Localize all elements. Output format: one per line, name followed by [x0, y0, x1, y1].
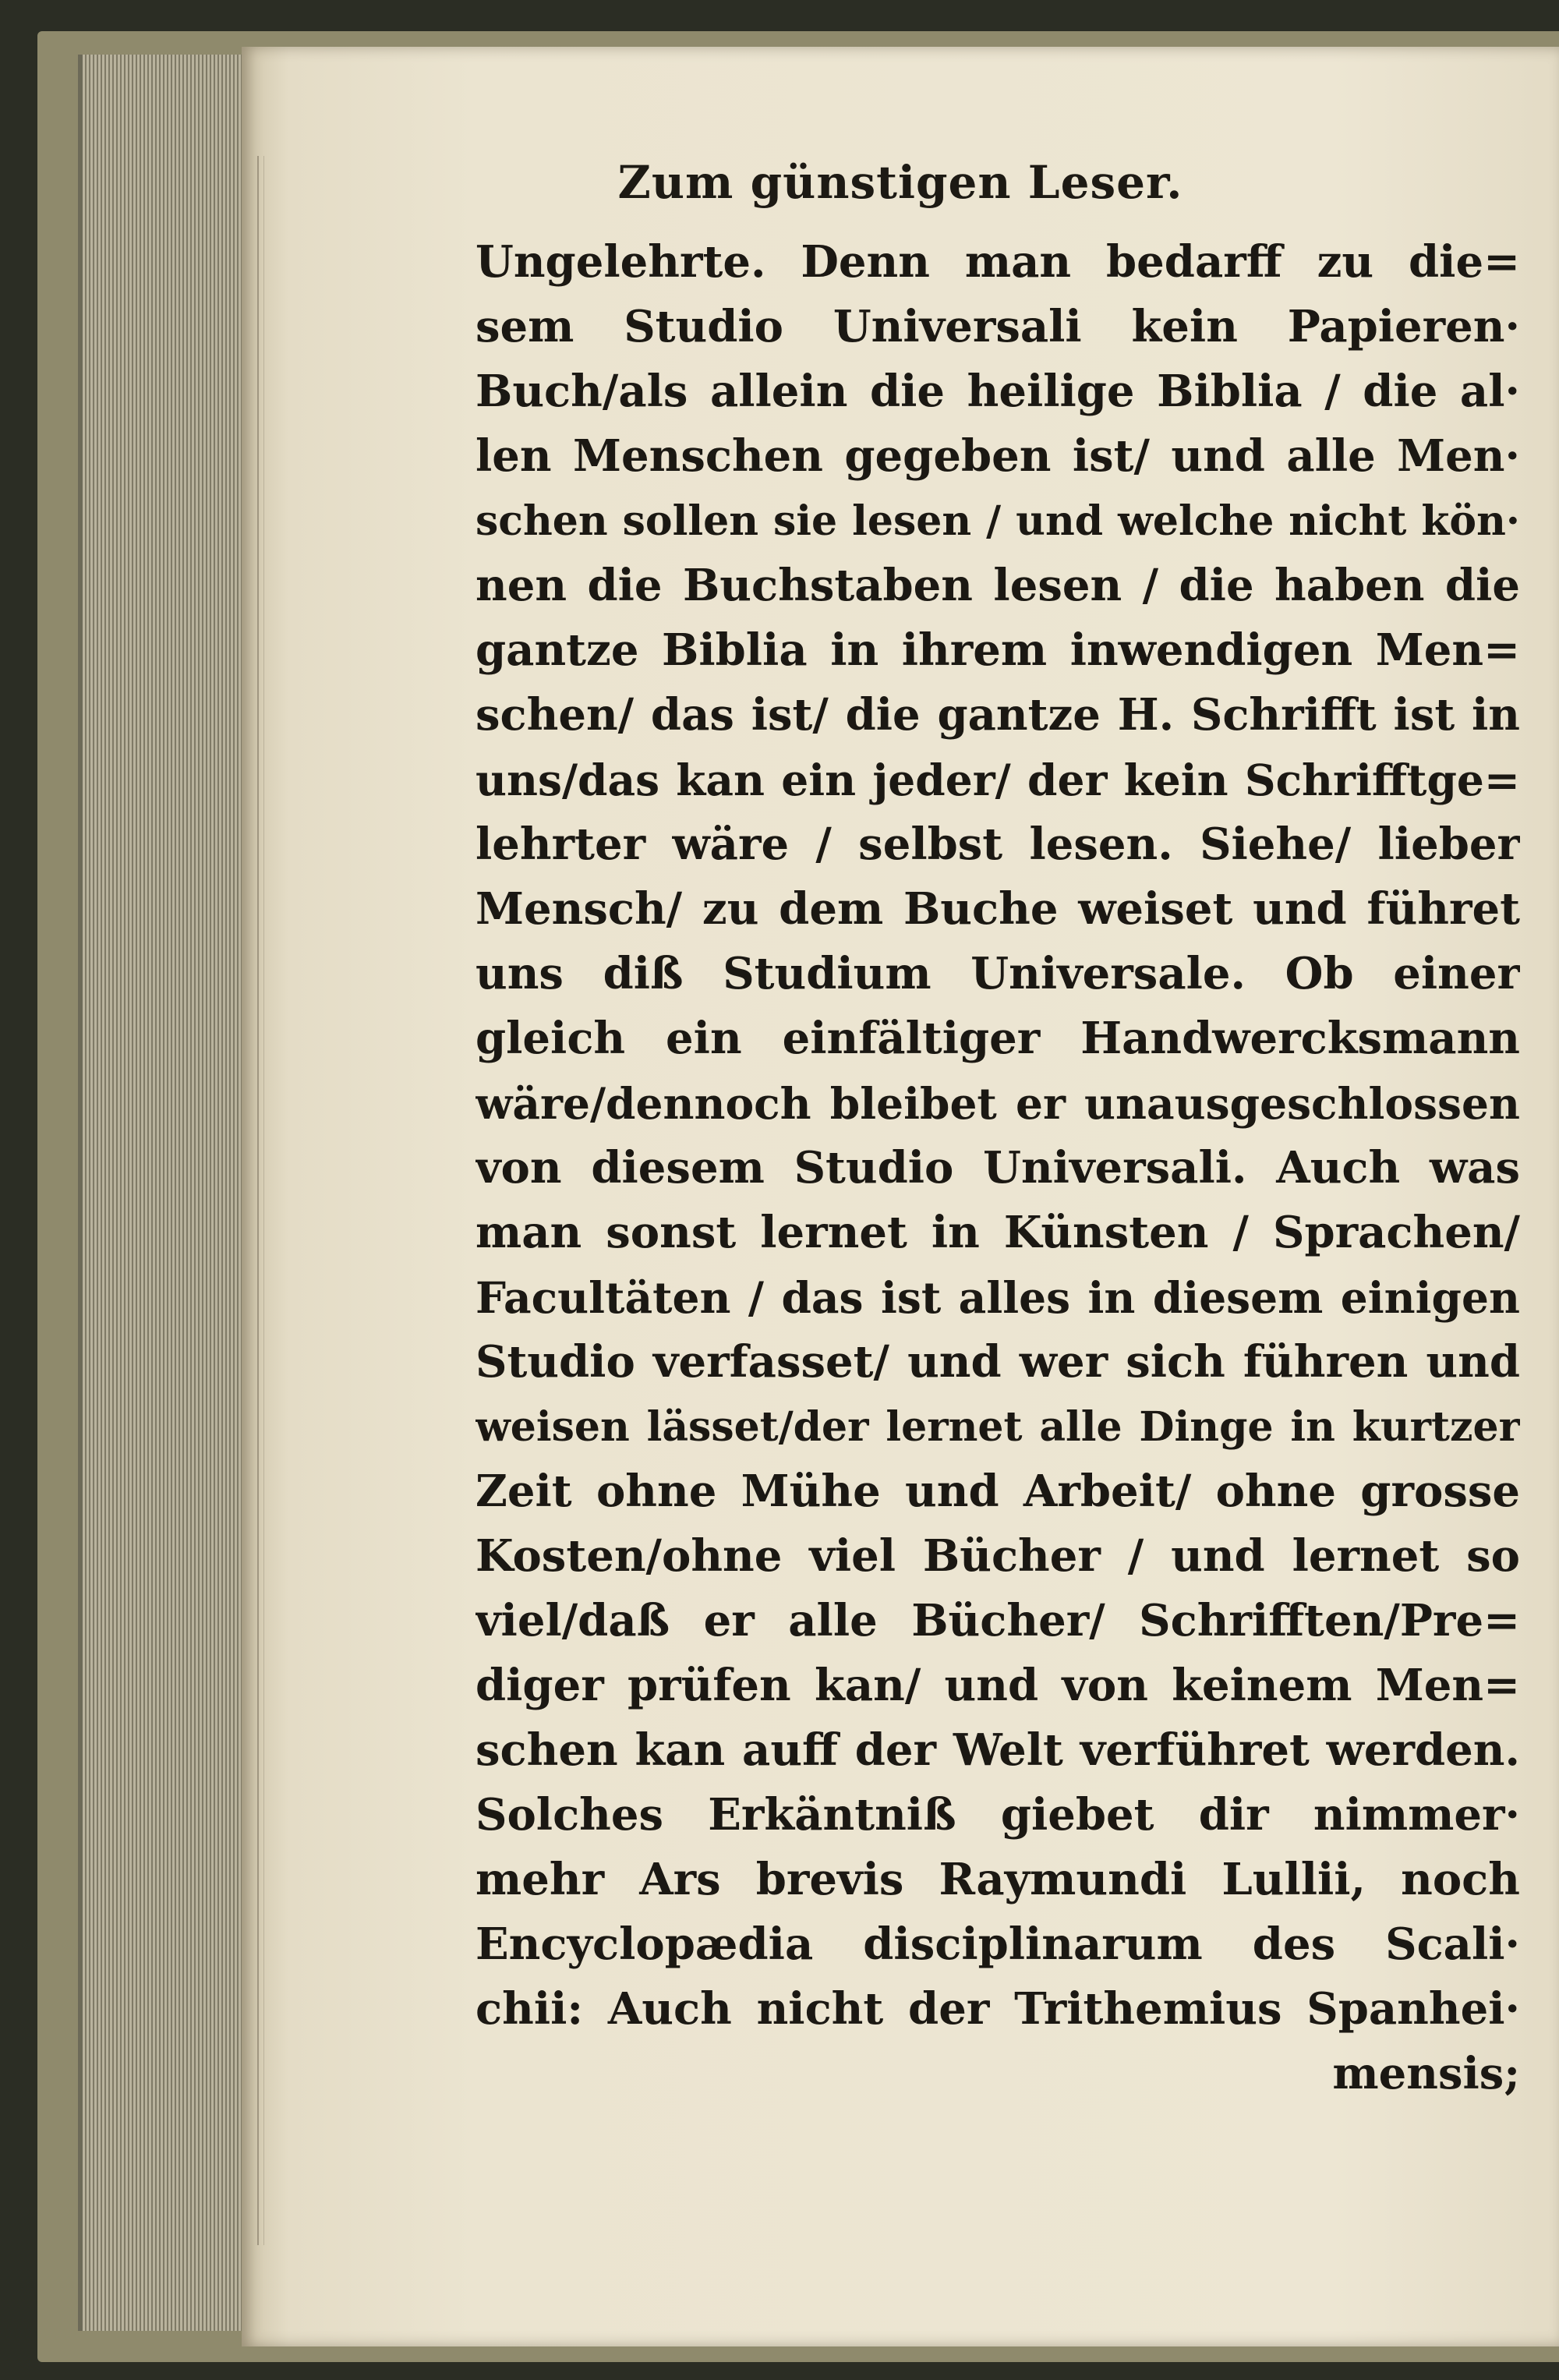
text-line: Encyclopædia disciplinarum des Scali·	[475, 1918, 1520, 1970]
text-line: von diesem Studio Universali. Auch was	[475, 1142, 1520, 1194]
running-header: Zum günstigen Leser.	[617, 156, 1183, 209]
text-line: diger prüfen kan/ und von keinem Men=	[475, 1660, 1520, 1711]
text-line: uns/das kan ein jeder/ der kein Schrifftge=	[475, 755, 1520, 805]
text-line: Kosten/ohne viel Bücher / und lernet so	[475, 1530, 1520, 1582]
text-line: Studio verfasset/ und wer sich führen und	[475, 1336, 1520, 1388]
show-through-rule	[257, 156, 264, 2245]
text-line: Facultäten / das ist alles in diesem einigen	[475, 1272, 1520, 1323]
body-text	[475, 230, 1520, 2106]
text-line: gleich ein einfältiger Handwercksmann	[475, 1013, 1520, 1064]
text-line: mehr Ars brevis Raymundi Lullii, noch	[475, 1854, 1520, 1905]
text-line: viel/daß er alle Bücher/ Schrifften/Pre=	[475, 1595, 1520, 1646]
text-line: nen die Buchstaben lesen / die haben die	[475, 560, 1520, 611]
text-line: wäre/dennoch bleibet er unausgeschlossen	[475, 1078, 1520, 1129]
text-line: chii: Auch nicht der Trithemius Spanhei·	[475, 1983, 1520, 2035]
text-line: len Menschen gegeben ist/ und alle Men·	[475, 430, 1520, 482]
text-line: Ungelehrte. Denn man bedarff zu die=	[475, 236, 1520, 288]
text-line: schen kan auff der Welt verführet werden.	[475, 1724, 1520, 1776]
text-line: Buch/als allein die heilige Biblia / die al·	[475, 366, 1520, 417]
text-line: lehrter wäre / selbst lesen. Siehe/ lieber	[475, 819, 1520, 870]
text-line: gantze Biblia in ihrem inwendigen Men=	[475, 624, 1520, 676]
text-line: Mensch/ zu dem Buche weiset und führet	[475, 883, 1520, 935]
text-line: Solches Erkäntniß giebet dir nimmer·	[475, 1789, 1520, 1841]
text-line: man sonst lernet in Künsten / Sprachen/	[475, 1207, 1520, 1258]
text-line: schen sollen sie lesen / und welche nicht kön·	[475, 497, 1520, 545]
page-edges	[78, 55, 249, 2331]
text-line: schen/ das ist/ die gantze H. Schrifft ist in	[475, 689, 1520, 741]
text-line: sem Studio Universali kein Papieren·	[475, 301, 1520, 352]
text-line: weisen lässet/der lernet alle Dinge in kurtzer	[475, 1403, 1520, 1451]
text-line: Zeit ohne Mühe und Arbeit/ ohne grosse	[475, 1466, 1520, 1517]
text-line: uns diß Studium Universale. Ob einer	[475, 948, 1520, 999]
catchword: mensis;	[1332, 2048, 1520, 2099]
